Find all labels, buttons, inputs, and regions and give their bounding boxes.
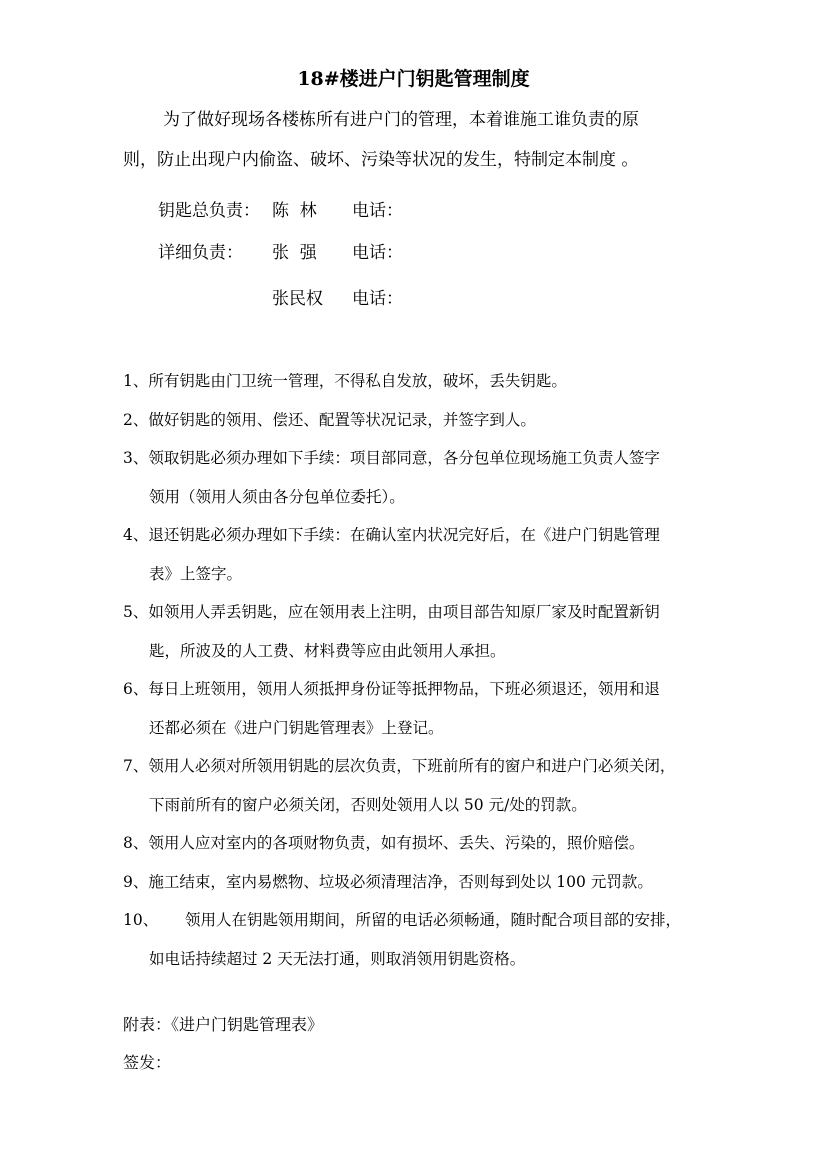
appendix-note: 附表：《进户门钥匙管理表》 [123, 1015, 324, 1034]
intro-line-1: 为了做好现场各楼栋所有进户门的管理，本着谁施工谁负责的原 [163, 110, 639, 130]
rule-item-5-cont [123, 632, 713, 671]
rule-item-7-cont [123, 786, 713, 825]
rules-list [123, 362, 713, 978]
rule-text: 每日上班领用，领用人须抵押身份证等抵押物品，下班必须退还，领用和退 [148, 680, 660, 698]
rule-item-9 [123, 863, 713, 902]
rule-continuation: 还都必须在《进户门钥匙管理表》上登记。 [149, 718, 444, 737]
rule-number: 8、 [123, 834, 149, 852]
rule-item-3-cont [123, 478, 713, 517]
rule-item-3 [123, 439, 713, 478]
rule-item-1 [123, 362, 713, 401]
document-title: 18#楼进户门钥匙管理制度 [297, 68, 530, 90]
rule-item-2 [123, 401, 713, 440]
rule-number: 10、 [123, 911, 159, 929]
rule-item-5 [123, 593, 713, 632]
person1-phone-label: 电话： [352, 243, 403, 263]
rule-number: 1、 [123, 372, 149, 390]
rule-number: 2、 [123, 410, 149, 429]
rule-text: 所有钥匙由门卫统一管理，不得私自发放，破坏，丢失钥匙。 [148, 372, 567, 390]
rule-continuation: 匙，所波及的人工费、材料费等应由此领用人承担。 [149, 641, 506, 660]
rule-number: 5、 [123, 603, 149, 621]
rule-number: 4、 [123, 526, 149, 544]
rule-item-6 [123, 670, 713, 709]
rule-number: 9、 [123, 872, 149, 891]
rule-number: 6、 [123, 680, 149, 698]
rule-text: 如领用人弄丢钥匙，应在领用表上注明，由项目部告知原厂家及时配置新钥 [148, 603, 660, 621]
rule-text: 退还钥匙必须办理如下手续：在确认室内状况完好后，在《进户门钥匙管理 [148, 526, 660, 544]
rule-text: 领取钥匙必须办理如下手续：项目部同意，各分包单位现场施工负责人签字 [148, 449, 660, 467]
person1-name: 张 强 [272, 243, 317, 263]
chief-label: 钥匙总负责： [158, 201, 260, 221]
rule-continuation: 下雨前所有的窗户必须关闭，否则处领用人以 50 元/处的罚款。 [149, 795, 587, 814]
person2-name: 张民权 [272, 289, 323, 309]
rule-number: 3、 [123, 449, 149, 467]
rule-item-7 [123, 747, 713, 786]
chief-phone-label: 电话： [352, 201, 403, 221]
rule-item-10 [123, 901, 713, 940]
rule-item-10-cont [123, 940, 713, 979]
rule-continuation: 表》上签字。 [149, 564, 243, 583]
rule-text: 领用人应对室内的各项财物负责，如有损坏、丢失、污染的，照价赔偿。 [148, 834, 645, 852]
rule-text: 领用人必须对所领用钥匙的层次负责，下班前所有的窗户和进户门必须关闭， [148, 757, 676, 775]
rule-text: 施工结束，室内易燃物、垃圾必须清理洁净，否则每到处以 100 元罚款。 [148, 872, 653, 891]
person2-phone-label: 电话： [352, 289, 403, 309]
detail-label: 详细负责： [158, 243, 243, 263]
signoff-label: 签发： [123, 1053, 172, 1072]
rule-number: 7、 [123, 757, 149, 775]
rule-text: 做好钥匙的领用、偿还、配置等状况记录，并签字到人。 [148, 410, 536, 429]
rule-item-4 [123, 516, 713, 555]
rule-text: 领用人在钥匙领用期间，所留的电话必须畅通，随时配合项目部的安排， [185, 911, 682, 929]
rule-item-8 [123, 824, 713, 863]
rule-continuation: 如电话持续超过 2 天无法打通，则取消领用钥匙资格。 [149, 949, 526, 968]
intro-paragraph [123, 100, 713, 180]
intro-line-2: 则，防止出现户内偷盗、破坏、污染等状况的发生，特制定本制度 。 [123, 150, 639, 170]
rule-continuation: 领用（领用人须由各分包单位委托）。 [149, 487, 405, 506]
rule-item-4-cont [123, 555, 713, 594]
chief-name: 陈 林 [272, 201, 317, 221]
rule-item-6-cont [123, 709, 713, 748]
